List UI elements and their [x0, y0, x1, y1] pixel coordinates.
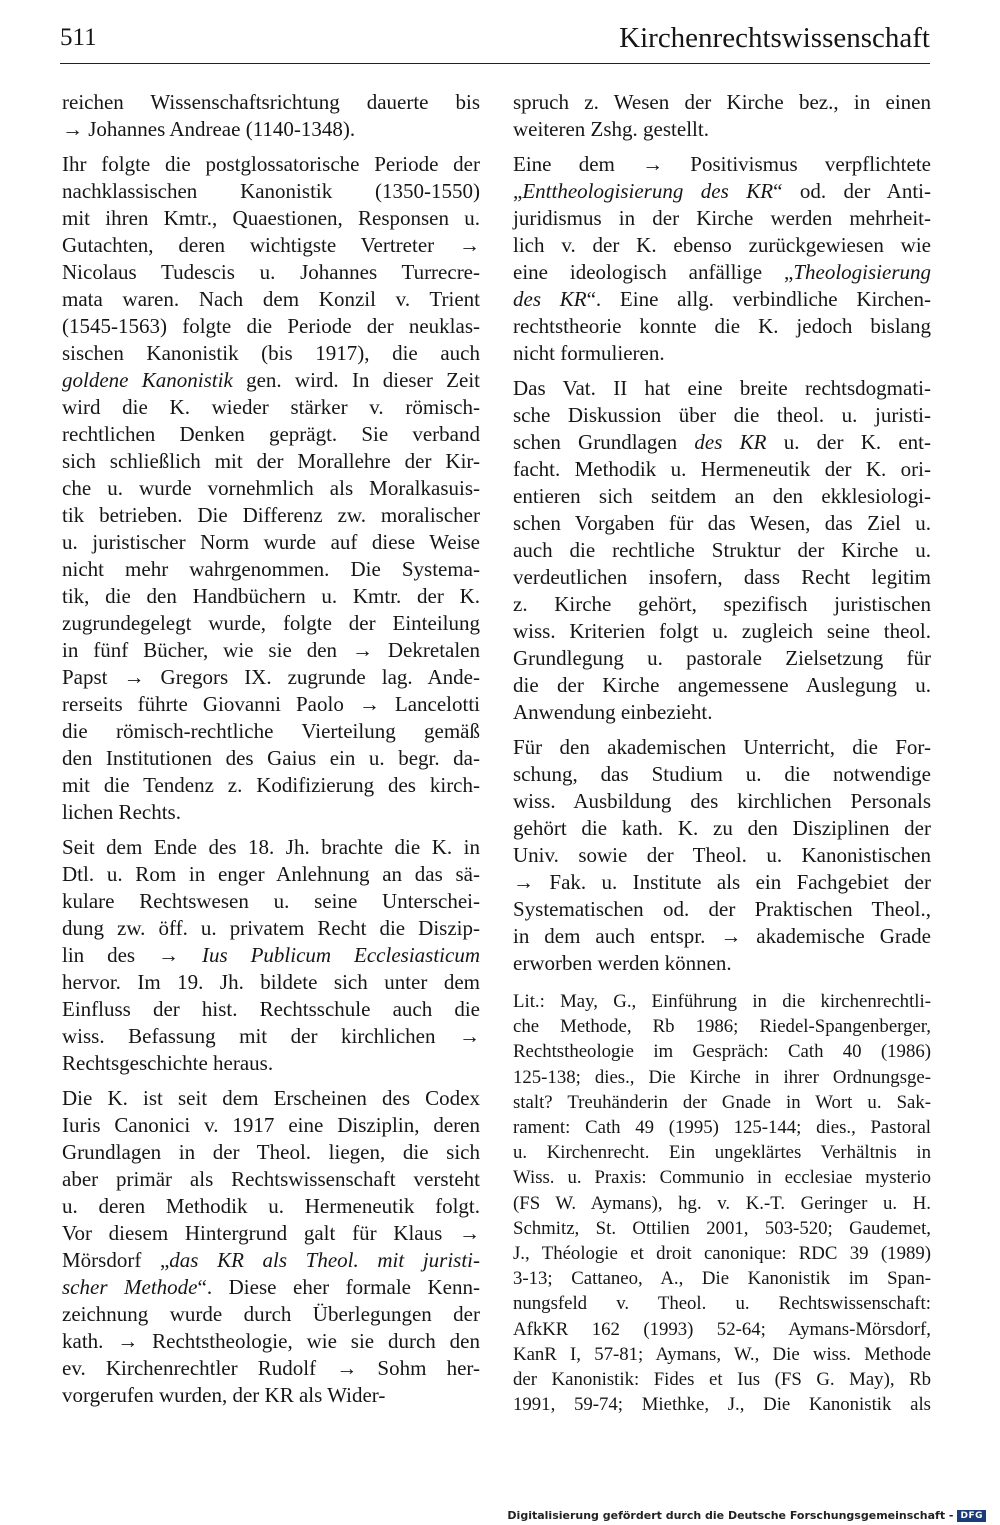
text-line: → Fak. u. Institute als ein Fachgebiet der [513, 870, 931, 894]
text-line: Iuris Canonici v. 1917 eine Disziplin, deren [62, 1113, 480, 1137]
text-line: ev. Kirchenrechtler Rudolf → Sohm her- [62, 1356, 480, 1380]
text-line: reichen Wissenschaftsrichtung dauerte bis [62, 90, 480, 114]
text-line: schung, das Studium u. die notwendige [513, 762, 931, 786]
literature-line: rament: Cath 49 (1995) 125-144; dies., Pastoral [513, 1117, 931, 1139]
literature-line: J., Théologie et droit canonique: RDC 39 (1989) [513, 1243, 931, 1265]
text-line: che u. wurde vornehmlich als Moralkasuis- [62, 476, 480, 500]
text-line: die römisch-rechtliche Vierteilung gemäß [62, 719, 480, 743]
literature-line: 125-138; dies., Die Kirche in ihrer Ordnungsge- [513, 1066, 931, 1088]
text-line: rechtstheorie konnte die K. jedoch bislang [513, 314, 931, 338]
text-line: lichen Rechts. [62, 800, 181, 824]
text-line: Mörsdorf „das KR als Theol. mit juristi- [62, 1248, 481, 1272]
text-line: scher Methode“. Diese eher formale Kenn- [62, 1275, 480, 1299]
text-line: entieren sich seitdem an den ekklesiologi- [513, 484, 931, 508]
text-line: erworben werden können. [513, 951, 732, 975]
literature-line: Rechtstheologie im Gespräch: Cath 40 (1986) [513, 1041, 931, 1063]
page-number: 511 [60, 24, 97, 51]
left-column-paragraph [62, 1085, 480, 1409]
text-line: Das Vat. II hat eine breite rechtsdogmati- [513, 376, 931, 400]
text-line: gehört die kath. K. zu den Disziplinen der [513, 816, 931, 840]
right-column-paragraph [513, 151, 931, 367]
text-line: des KR“. Eine allg. verbindliche Kirchen- [513, 287, 931, 311]
text-line: wiss. Ausbildung des kirchlichen Personals [513, 789, 931, 813]
text-line: Vor diesem Hintergrund galt für Klaus → [62, 1221, 480, 1245]
literature-line: Lit.: May, G., Einführung in die kirchenrechtli- [513, 991, 931, 1012]
dfg-logo: DFG [957, 1510, 986, 1522]
text-line: tik, die den Handbüchern u. Kmtr. der K. [62, 584, 480, 608]
text-line: Die K. ist seit dem Erscheinen des Codex [62, 1086, 480, 1110]
text-line: Univ. sowie der Theol. u. Kanonistischen [513, 843, 931, 867]
text-line: nicht formulieren. [513, 341, 665, 365]
left-column [62, 89, 480, 1409]
right-column-paragraph [513, 89, 931, 143]
literature-line: che Methode, Rb 1986; Riedel-Spangenberger, [513, 1016, 931, 1038]
text-line: mit die Tendenz z. Kodifizierung des kirch- [62, 773, 480, 797]
text-line: Gutachten, deren wichtigste Vertreter → [62, 233, 480, 257]
footer [507, 1509, 986, 1522]
text-line: Rechtsgeschichte heraus. [62, 1051, 274, 1075]
text-line: goldene Kanonistik gen. wird. In dieser Zeit [62, 368, 480, 392]
literature-line: u. Kirchenrecht. Ein ungeklärtes Verhältnis in [513, 1142, 931, 1164]
text-line: sischen Kanonistik (bis 1917), die auch [62, 341, 480, 365]
text-line: sich schließlich mit der Morallehre der Kir- [62, 449, 480, 473]
literature-line: nungsfeld v. Theol. u. Rechtswissenschaft: [513, 1293, 931, 1315]
text-line: eine ideologisch anfällige „Theologisierung [513, 260, 931, 284]
left-column-paragraph [62, 151, 480, 826]
text-line: z. Kirche gehört, spezifisch juristischen [513, 592, 931, 616]
text-line: Ihr folgte die postglossatorische Periode der [62, 152, 480, 176]
literature-line: KanR I, 57-81; Aymans, W., Die wiss. Methode [513, 1343, 931, 1365]
running-title: Kirchenrechtswissenschaft [619, 22, 930, 54]
literature-line: Schmitz, St. Ottilien 2001, 503-520; Gaudemet, [513, 1217, 931, 1239]
text-line: den Institutionen des Gaius ein u. begr. da- [62, 746, 480, 770]
text-line: Anwendung einbezieht. [513, 700, 713, 724]
text-line: facht. Methodik u. Hermeneutik der K. ori- [513, 457, 931, 481]
text-line: Eine dem → Positivismus verpflichtete [513, 152, 931, 176]
text-line: vorgerufen wurden, der KR als Wider- [62, 1383, 386, 1407]
page-header [60, 22, 930, 62]
text-line: lin des → Ius Publicum Ecclesiasticum [62, 943, 480, 967]
text-line: kath. → Rechtstheologie, wie sie durch den [62, 1329, 480, 1353]
text-line: nachklassischen Kanonistik (1350-1550) [62, 179, 480, 203]
literature-line: stalt? Treuhänderin der Gnade in Wort u. Sak- [513, 1091, 931, 1113]
literature-line: (FS W. Aymans), hg. v. K.-T. Geringer u. H. [513, 1192, 931, 1214]
text-line: sche Diskussion über die theol. u. juristi- [513, 403, 931, 427]
text-line: schen Vorgaben für das Wesen, das Ziel u. [513, 511, 931, 535]
header-rule [60, 63, 930, 64]
right-column-paragraph [513, 375, 931, 726]
text-line: hervor. Im 19. Jh. bildete sich unter dem [62, 970, 480, 994]
text-line: wiss. Kriterien folgt u. zugleich seine theol. [513, 619, 931, 643]
left-column-paragraph [62, 89, 480, 143]
text-line: (1545-1563) folgte die Periode der neuklas- [62, 314, 480, 338]
literature-line: der Kanonistik: Fides et Ius (FS G. May), Rb [513, 1369, 931, 1391]
text-line: tik betrieben. Die Differenz zw. moralischer [62, 503, 480, 527]
text-line: lich v. der K. ebenso zurückgewiesen wie [513, 233, 931, 257]
text-line: wiss. Befassung mit der kirchlichen → [62, 1024, 480, 1048]
text-line: Grundlegung u. pastorale Zielsetzung für [513, 646, 931, 670]
text-line: schen Grundlagen des KR u. der K. ent- [513, 430, 931, 454]
text-line: verdeutlichen insofern, dass Recht legitim [513, 565, 931, 589]
text-line: Dtl. u. Rom in enger Anlehnung an das sä- [62, 862, 480, 886]
text-line: → Johannes Andreae (1140-1348). [62, 117, 356, 141]
text-line: Systematischen od. der Praktischen Theol., [513, 897, 931, 921]
text-line: dung zw. öff. u. privatem Recht die Diszip- [62, 916, 480, 940]
text-line: mit ihren Kmtr., Quaestionen, Responsen u. [62, 206, 480, 230]
footer-credit: Digitalisierung gefördert durch die Deutsche Forschungsgemeinschaft - [507, 1509, 954, 1522]
text-line: nicht mehr wahrgenommen. Die Systema- [62, 557, 480, 581]
text-line: in dem auch entspr. → akademische Grade [513, 924, 931, 948]
text-line: juridismus in der Kirche werden mehrheit- [513, 206, 931, 230]
text-line: mata waren. Nach dem Konzil v. Trient [62, 287, 480, 311]
right-column-paragraph [513, 734, 931, 977]
text-line: Papst → Gregors IX. zugrunde lag. Ande- [62, 665, 480, 689]
text-line: „Enttheologisierung des KR“ od. der Anti- [513, 179, 931, 203]
left-column-paragraph [62, 834, 480, 1077]
text-line: u. deren Methodik u. Hermeneutik folgt. [62, 1194, 480, 1218]
literature-line: 3-13; Cattaneo, A., Die Kanonistik im Span- [513, 1268, 931, 1290]
text-line: Für den akademischen Unterricht, die For- [513, 735, 931, 759]
literature-list [513, 989, 931, 1417]
text-line: rechtlichen Denken geprägt. Sie verband [62, 422, 480, 446]
text-line: zugrundegelegt wurde, folgte der Einteilung [62, 611, 480, 635]
text-line: wird die K. wieder stärker v. römisch- [62, 395, 480, 419]
text-line: Grundlagen in der Theol. liegen, die sich [62, 1140, 480, 1164]
text-line: rerseits führte Giovanni Paolo → Lancelotti [62, 692, 480, 716]
text-line: auch die rechtliche Struktur der Kirche u. [513, 538, 931, 562]
text-line: Nicolaus Tudescis u. Johannes Turrecre- [62, 260, 480, 284]
text-line: Einfluss der hist. Rechtsschule auch die [62, 997, 480, 1021]
text-line: aber primär als Rechtswissenschaft versteht [62, 1167, 480, 1191]
text-line: spruch z. Wesen der Kirche bez., in einen [513, 90, 931, 114]
text-line: in fünf Bücher, wie sie den → Dekretalen [62, 638, 480, 662]
text-line: Seit dem Ende des 18. Jh. brachte die K. in [62, 835, 480, 859]
literature-line: AfkKR 162 (1993) 52-64; Aymans-Mörsdorf, [513, 1318, 931, 1340]
text-line: zeichnung wurde durch Überlegungen der [62, 1302, 480, 1326]
text-line: die der Kirche angemessene Auslegung u. [513, 673, 931, 697]
text-line: kulare Rechtswesen u. seine Unterschei- [62, 889, 480, 913]
literature-line: Wiss. u. Praxis: Communio in ecclesiae mysterio [513, 1167, 931, 1189]
right-column [513, 89, 931, 1417]
text-line: u. juristischer Norm wurde auf diese Weise [62, 530, 480, 554]
text-line: weiteren Zshg. gestellt. [513, 117, 709, 141]
literature-line: 1991, 59-74; Miethke, J., Die Kanonistik als [513, 1394, 931, 1416]
